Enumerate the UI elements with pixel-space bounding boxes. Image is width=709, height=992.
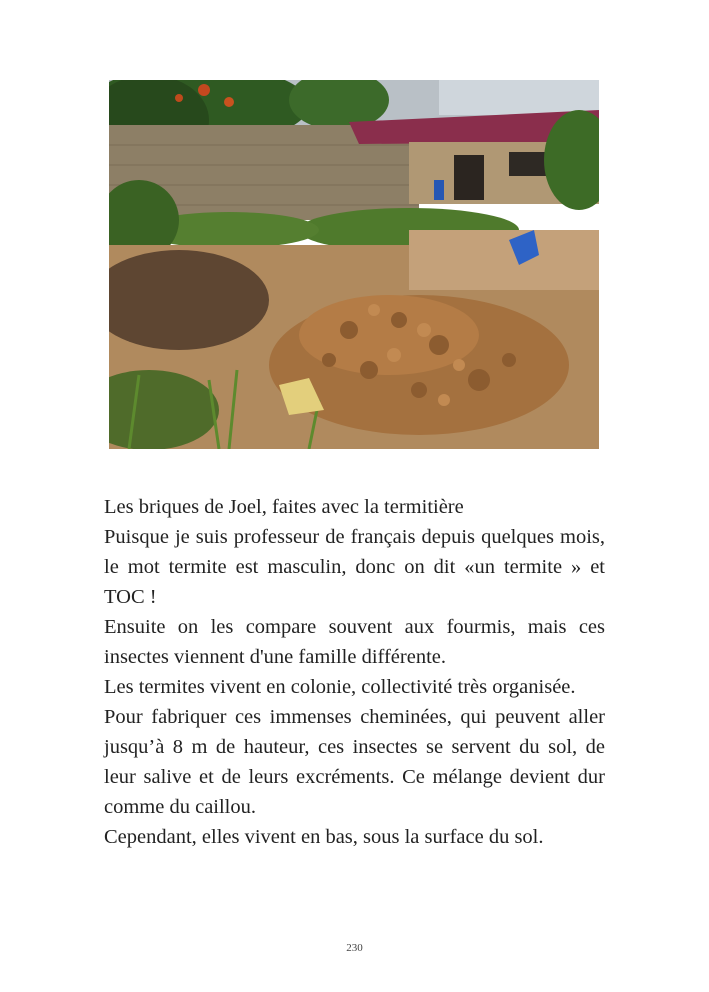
- paragraph: Ensuite on les compare souvent aux fourmis, mais ces insectes viennent d'une famille différente.: [104, 616, 605, 668]
- page-number: 230: [346, 942, 363, 954]
- paragraph: Les termites vivent en colonie, collectivité très organisée.: [104, 676, 576, 698]
- paragraph: Pour fabriquer ces immenses cheminées, qui peuvent aller jusqu’à 8 m de hauteur, ces insectes se servent du sol, de leur salive et de leurs excréments. Ce mélange devient dur comme du caillou.: [104, 706, 605, 818]
- photo-termite-mound: [109, 80, 599, 449]
- paragraph: Cependant, elles vivent en bas, sous la surface du sol.: [104, 826, 544, 848]
- body-text: [104, 492, 605, 852]
- paragraph: Les briques de Joel, faites avec la termitière: [104, 496, 464, 518]
- paragraph: Puisque je suis professeur de français depuis quelques mois, le mot termite est masculin, donc on dit «un termite » et TOC !: [104, 526, 605, 608]
